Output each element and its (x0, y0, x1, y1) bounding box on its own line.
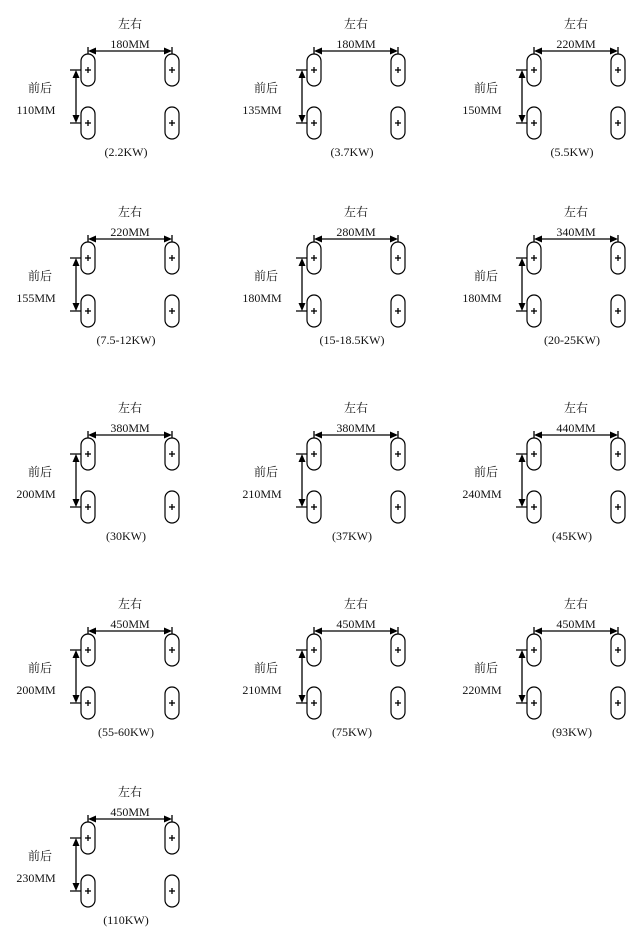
front-back-label: 前后 (473, 661, 499, 675)
power-rating: (45KW) (552, 529, 592, 543)
mounting-slot (391, 54, 405, 86)
mounting-slot (307, 295, 321, 327)
width-value: 220MM (556, 37, 596, 51)
left-right-label: 左右 (117, 401, 143, 415)
depth-value: 210MM (242, 683, 282, 697)
mounting-slot (81, 687, 95, 719)
mounting-panel (16, 401, 179, 543)
depth-value: 110MM (16, 103, 56, 117)
mounting-slot (165, 687, 179, 719)
mounting-panel (17, 17, 179, 159)
power-rating: (110KW) (103, 913, 149, 927)
mounting-slot (165, 491, 179, 523)
mounting-slot (81, 491, 95, 523)
mounting-slot (81, 295, 95, 327)
left-right-label: 左右 (343, 205, 369, 219)
depth-value: 180MM (242, 291, 282, 305)
width-value: 450MM (110, 805, 150, 819)
mounting-slot (391, 438, 405, 470)
mounting-slot (81, 875, 95, 907)
left-right-label: 左右 (563, 205, 589, 219)
mounting-slot (81, 634, 95, 666)
left-right-label: 左右 (117, 205, 143, 219)
mounting-slot (165, 634, 179, 666)
depth-value: 150MM (462, 103, 502, 117)
mounting-slot (307, 491, 321, 523)
front-back-label: 前后 (27, 849, 53, 863)
mounting-panel (462, 401, 625, 543)
mounting-slot (81, 54, 95, 86)
mounting-slot (527, 634, 541, 666)
power-rating: (75KW) (332, 725, 372, 739)
mounting-slot (307, 54, 321, 86)
width-value: 280MM (336, 225, 376, 239)
width-value: 450MM (556, 617, 596, 631)
power-rating: (93KW) (552, 725, 592, 739)
mounting-slot (611, 634, 625, 666)
left-right-label: 左右 (343, 17, 369, 31)
depth-value: 155MM (16, 291, 56, 305)
front-back-label: 前后 (473, 465, 499, 479)
power-rating: (15-18.5KW) (319, 333, 385, 347)
mounting-slot (307, 687, 321, 719)
front-back-label: 前后 (253, 269, 279, 283)
depth-value: 135MM (242, 103, 282, 117)
mounting-slot (527, 491, 541, 523)
mounting-slot (165, 875, 179, 907)
mounting-slot (165, 295, 179, 327)
mounting-slot (165, 438, 179, 470)
left-right-label: 左右 (563, 17, 589, 31)
width-value: 380MM (110, 421, 150, 435)
mounting-panel (242, 17, 405, 159)
mounting-slot (391, 634, 405, 666)
mounting-panel (242, 597, 405, 739)
front-back-label: 前后 (473, 269, 499, 283)
mounting-slot (611, 687, 625, 719)
left-right-label: 左右 (563, 597, 589, 611)
mounting-slot (81, 107, 95, 139)
left-right-label: 左右 (117, 785, 143, 799)
mounting-slot (527, 687, 541, 719)
mounting-slot (527, 54, 541, 86)
width-value: 180MM (336, 37, 376, 51)
front-back-label: 前后 (253, 661, 279, 675)
depth-value: 240MM (462, 487, 502, 501)
mounting-slot (611, 242, 625, 274)
mounting-panel (242, 205, 405, 347)
power-rating: (3.7KW) (330, 145, 374, 159)
mounting-panel (462, 205, 625, 347)
width-value: 340MM (556, 225, 596, 239)
mounting-slot (307, 634, 321, 666)
front-back-label: 前后 (27, 81, 53, 95)
mounting-slot (307, 438, 321, 470)
mounting-slot (81, 438, 95, 470)
left-right-label: 左右 (117, 597, 143, 611)
power-rating: (55-60KW) (98, 725, 154, 739)
power-rating: (7.5-12KW) (96, 333, 156, 347)
mounting-slot (611, 107, 625, 139)
mounting-slot (611, 54, 625, 86)
mounting-slot (81, 822, 95, 854)
left-right-label: 左右 (563, 401, 589, 415)
mounting-slot (307, 107, 321, 139)
mounting-slot (165, 242, 179, 274)
left-right-label: 左右 (117, 17, 143, 31)
depth-value: 200MM (16, 487, 56, 501)
mounting-slot (611, 295, 625, 327)
mounting-slot (527, 438, 541, 470)
mounting-slot (391, 687, 405, 719)
mounting-panel (16, 785, 179, 927)
left-right-label: 左右 (343, 401, 369, 415)
mounting-slot (527, 242, 541, 274)
front-back-label: 前后 (27, 465, 53, 479)
front-back-label: 前后 (253, 81, 279, 95)
mounting-panel (242, 401, 405, 543)
mounting-slot (611, 491, 625, 523)
width-value: 450MM (336, 617, 376, 631)
width-value: 220MM (110, 225, 150, 239)
mounting-panel (16, 205, 179, 347)
power-rating: (20-25KW) (544, 333, 600, 347)
width-value: 440MM (556, 421, 596, 435)
mounting-slot (611, 438, 625, 470)
depth-value: 220MM (462, 683, 502, 697)
depth-value: 200MM (16, 683, 56, 697)
front-back-label: 前后 (473, 81, 499, 95)
mounting-slot (391, 491, 405, 523)
depth-value: 230MM (16, 871, 56, 885)
mounting-slot (391, 295, 405, 327)
mounting-slot (307, 242, 321, 274)
mounting-slot (165, 107, 179, 139)
depth-value: 180MM (462, 291, 502, 305)
mounting-slot (527, 295, 541, 327)
mounting-slot (165, 54, 179, 86)
mounting-slot (527, 107, 541, 139)
width-value: 180MM (110, 37, 150, 51)
width-value: 450MM (110, 617, 150, 631)
mounting-panel (16, 597, 179, 739)
mounting-panel (462, 597, 625, 739)
width-value: 380MM (336, 421, 376, 435)
power-rating: (30KW) (106, 529, 146, 543)
mounting-slot (391, 242, 405, 274)
mounting-slot (81, 242, 95, 274)
mounting-slot (391, 107, 405, 139)
mounting-slot (165, 822, 179, 854)
front-back-label: 前后 (27, 661, 53, 675)
front-back-label: 前后 (253, 465, 279, 479)
left-right-label: 左右 (343, 597, 369, 611)
power-rating: (5.5KW) (550, 145, 594, 159)
depth-value: 210MM (242, 487, 282, 501)
mounting-panel (462, 17, 625, 159)
front-back-label: 前后 (27, 269, 53, 283)
power-rating: (2.2KW) (104, 145, 148, 159)
power-rating: (37KW) (332, 529, 372, 543)
